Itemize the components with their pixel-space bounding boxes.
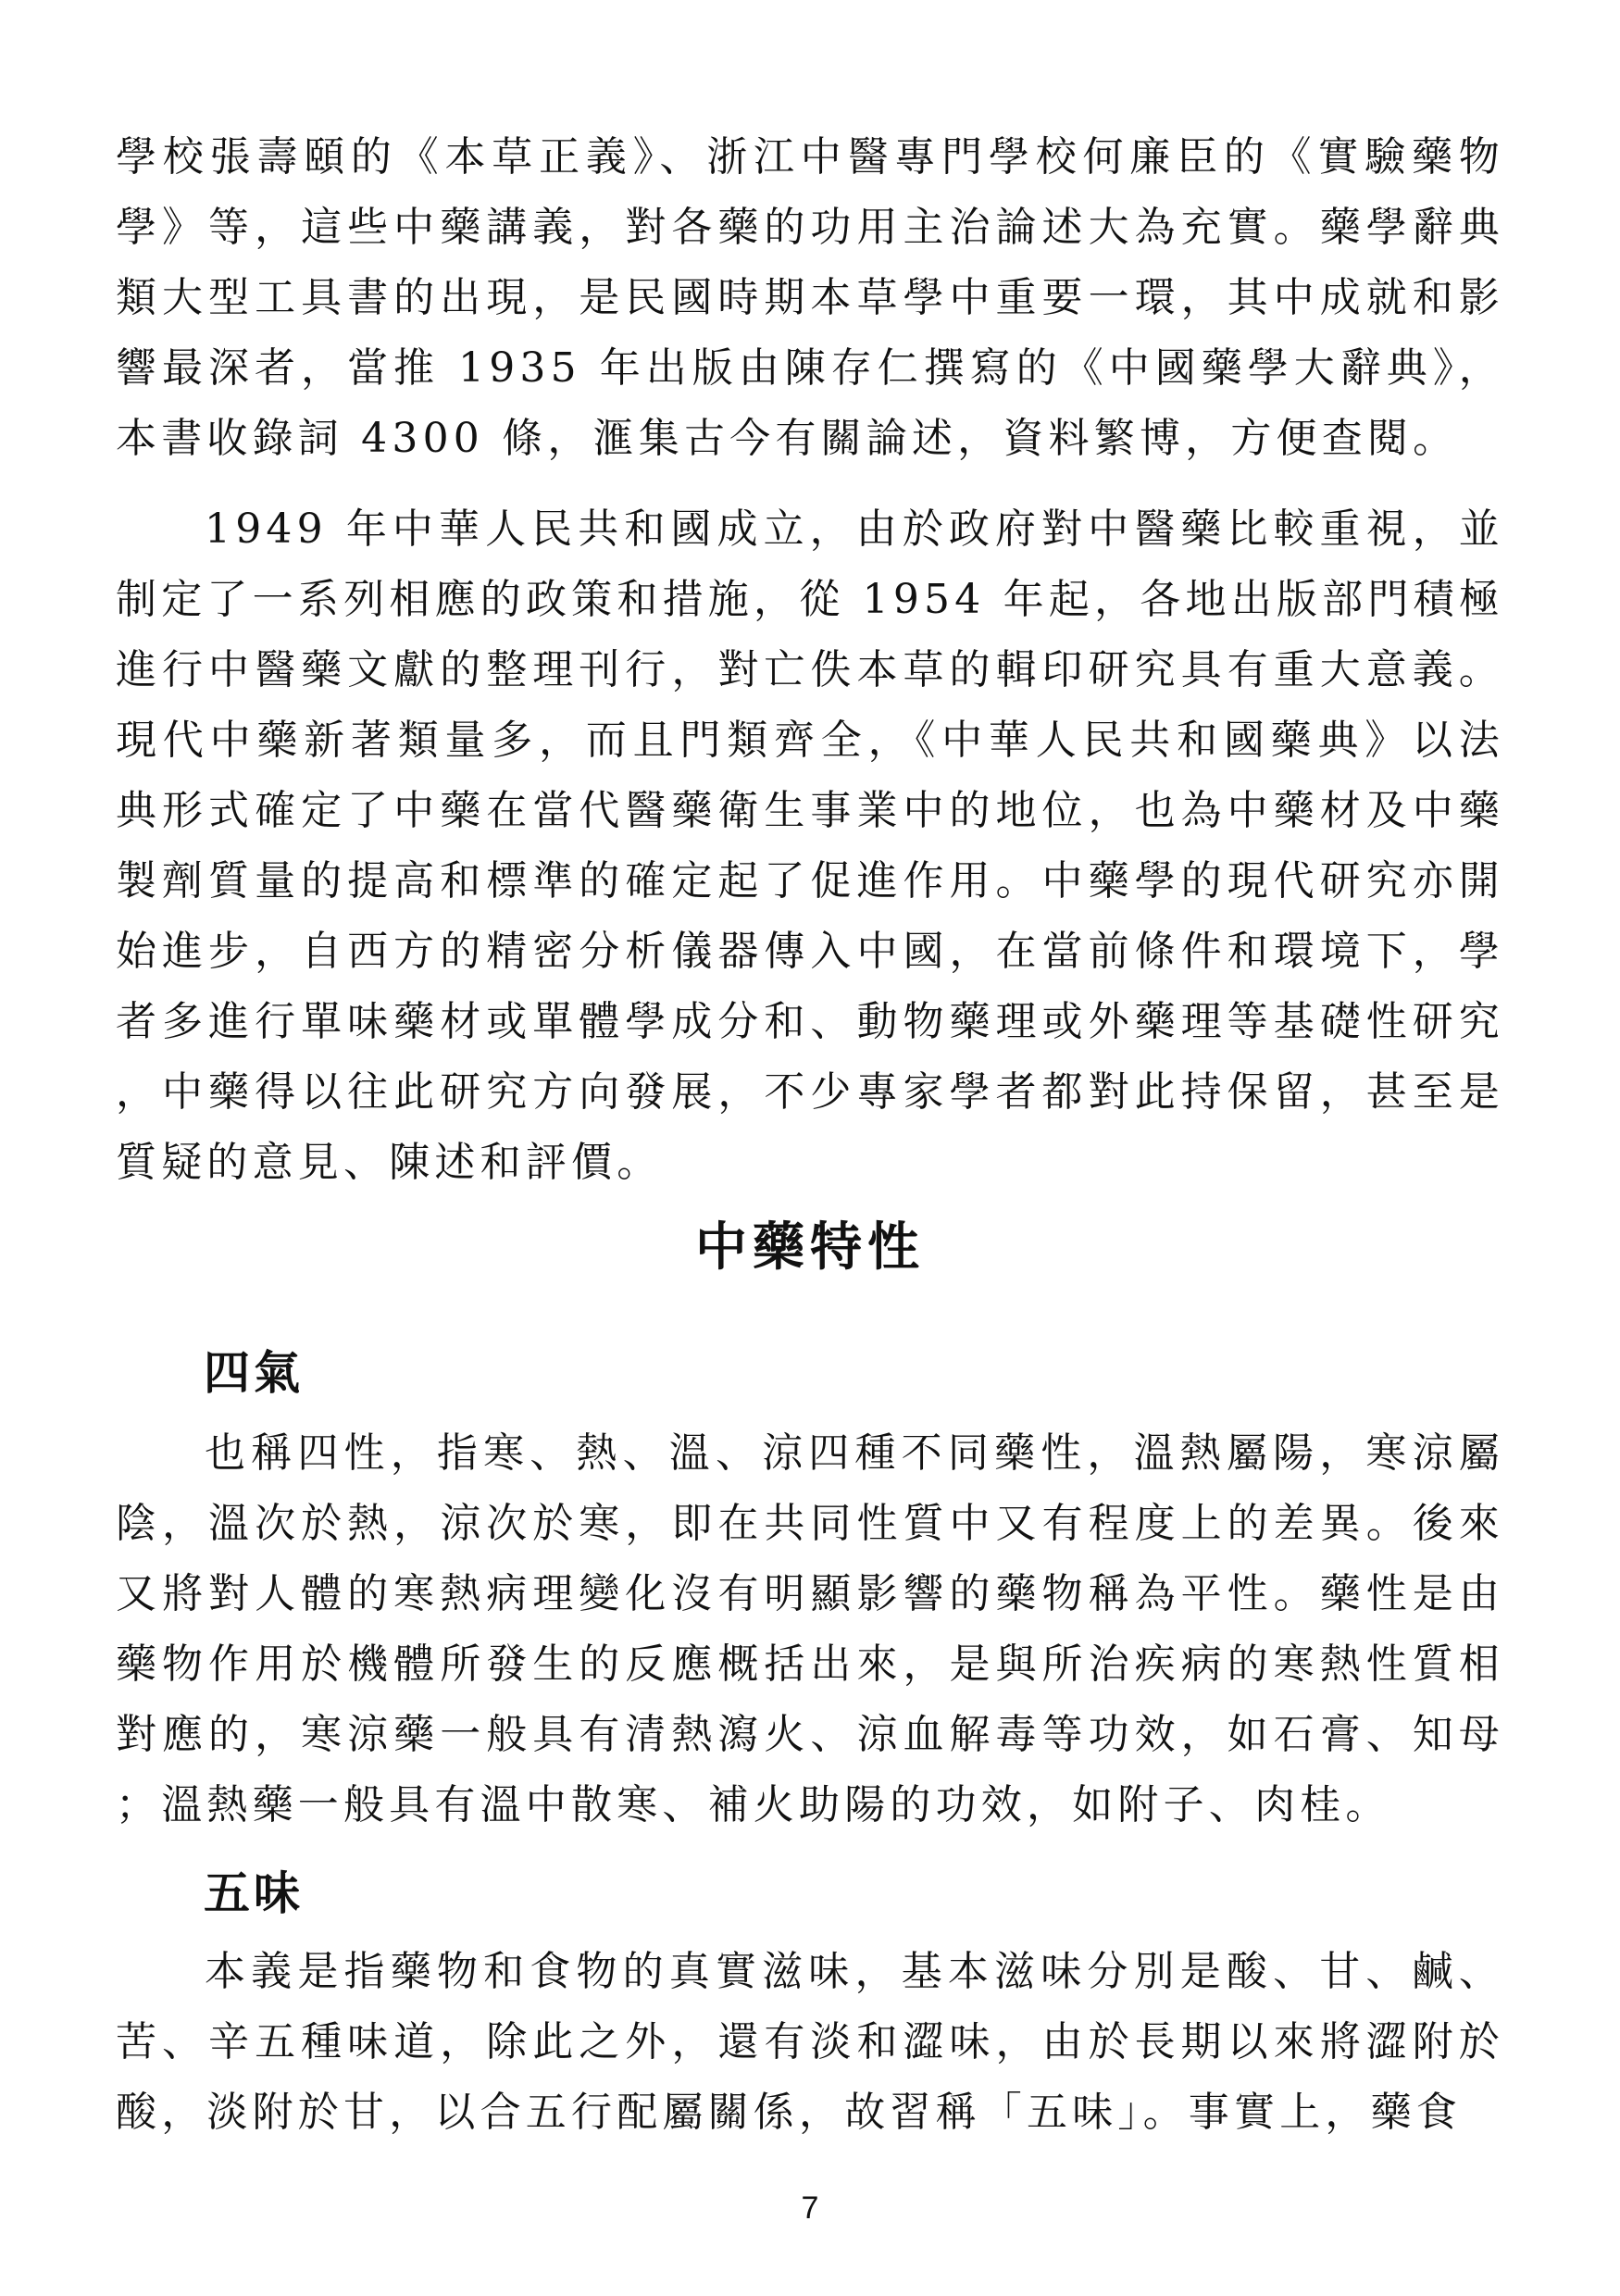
subsection-text-five-flavors: 本義是指藥物和食物的真實滋味，基本滋味分別是酸、甘、鹹、苦、辛五種味道，除此之外，還有淡和澀味，由於長期以來將澀附於酸，淡附於甘，以合五行配屬關係，故習稱「五味」。事實上，藥食 xyxy=(116,1948,1504,2136)
subsection-heading-four-qi: 四氣 xyxy=(204,1346,304,1400)
body-paragraph-2: 1949 年中華人民共和國成立，由於政府對中醫藥比較重視，並制定了一系列相應的政策和措施，從 1954 年起，各地出版部門積極進行中醫藥文獻的整理刊行，對亡佚本草的輯印研究具有重大意義。現代中藥新著類量多，而且門類齊全，《中華人民共和國藥典》以法典形式確定了中藥在當代醫藥衛生事業中的地位，也為中藥材及中藥製劑質量的提高和標準的確定起了促進作用。中藥學的現代研究亦開始進步，自西方的精密分析儀器傳入中國，在當前條件和環境下，學者多進行單味藥材或單體學成分和、動物藥理或外藥理等基礎性研究，中藥得以往此研究方向發展，不少專家學者都對此持保留，甚至是質疑的意見、陳述和評價。 xyxy=(116,505,1504,1186)
page-number: 7 xyxy=(801,2190,819,2226)
subsection-heading-five-flavors: 五味 xyxy=(204,1866,304,1920)
body-paragraph-1: 學校張壽頤的《本草正義》、浙江中醫專門學校何廉臣的《實驗藥物學》等，這些中藥講義，對各藥的功用主治論述大為充實。藥學辭典類大型工具書的出現，是民國時期本草學中重要一環，其中成就和影響最深者，當推 1935 年出版由陳存仁撰寫的《中國藥學大辭典》，本書收錄詞 4300 條，滙集古今有關論述，資料繁博，方便查閱。 xyxy=(116,133,1504,462)
subsection-text-four-qi: 也稱四性，指寒、熱、溫、涼四種不同藥性，溫熱屬陽，寒涼屬陰，溫次於熱，涼次於寒，即在共同性質中又有程度上的差異。後來又將對人體的寒熱病理變化沒有明顯影響的藥物稱為平性。藥性是由藥物作用於機體所發生的反應概括出來，是與所治疾病的寒熱性質相對應的，寒涼藥一般具有清熱瀉火、涼血解毒等功效，如石膏、知母；溫熱藥一般具有溫中散寒、補火助陽的功效，如附子、肉桂。 xyxy=(116,1429,1504,1828)
section-title: 中藥特性 xyxy=(695,1217,925,1278)
